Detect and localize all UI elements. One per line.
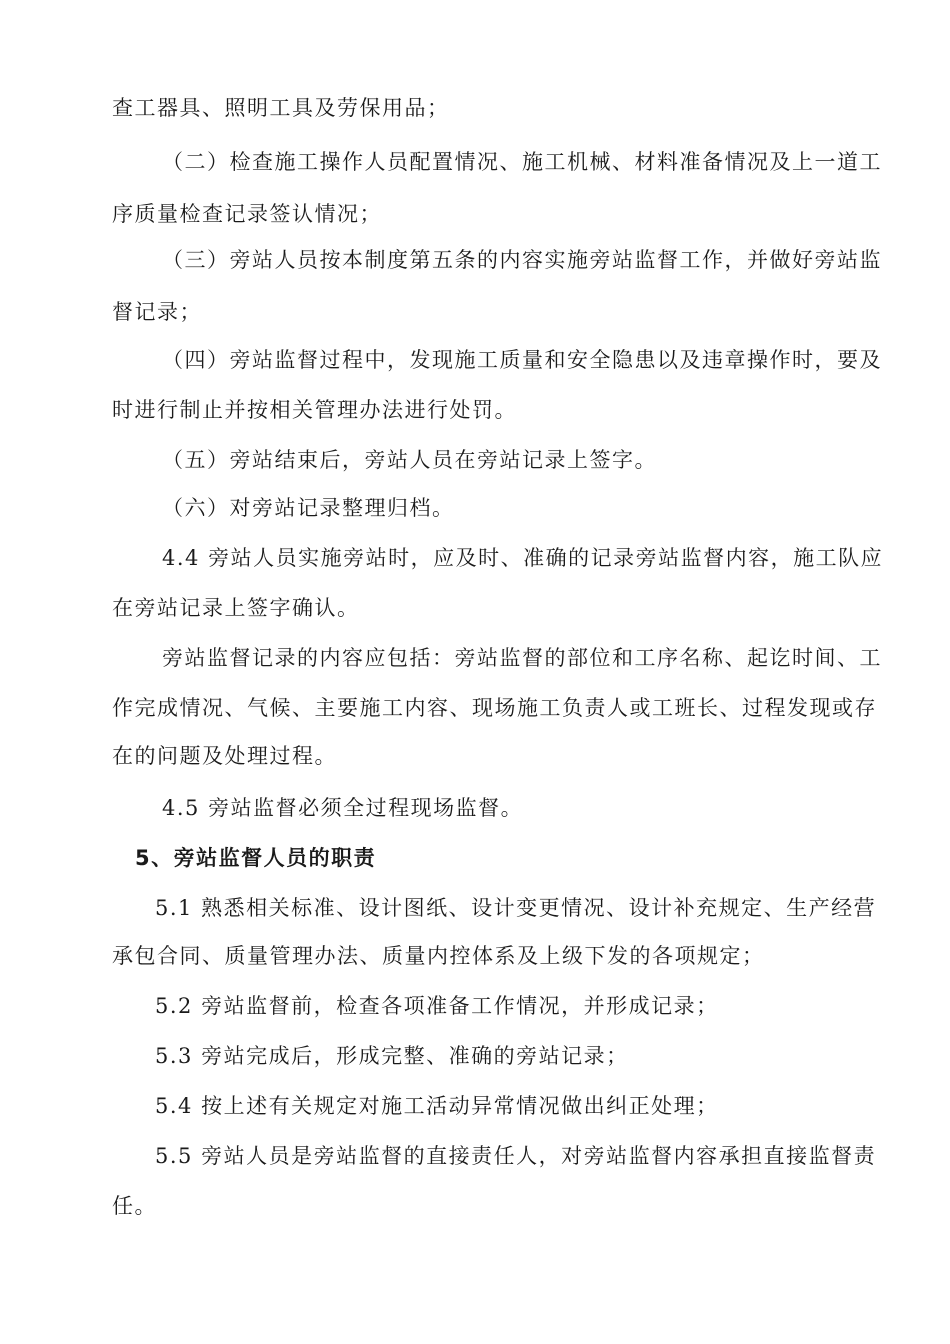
section-heading: 5、旁站监督人员的职责 — [135, 846, 377, 870]
text-line: 任。 — [112, 1194, 157, 1218]
text-line: （三）旁站人员按本制度第五条的内容实施旁站监督工作，并做好旁站监 — [162, 248, 882, 272]
text-line: （六）对旁站记录整理归档。 — [162, 496, 455, 520]
text-line: （四）旁站监督过程中，发现施工质量和安全隐患以及违章操作时，要及 — [162, 348, 882, 372]
text-line: 5.3 旁站完成后，形成完整、准确的旁站记录； — [155, 1044, 629, 1068]
text-line: 序质量检查记录签认情况； — [112, 202, 382, 226]
text-line: 4.4 旁站人员实施旁站时，应及时、准确的记录旁站监督内容，施工队应 — [162, 546, 884, 570]
text-line: 作完成情况、气候、主要施工内容、现场施工负责人或工班长、过程发现或存 — [112, 696, 877, 720]
text-line: 在旁站记录上签字确认。 — [112, 596, 360, 620]
text-line: 5.2 旁站监督前，检查各项准备工作情况，并形成记录； — [155, 994, 719, 1018]
text-line: 查工器具、照明工具及劳保用品； — [112, 96, 450, 120]
text-line: （五）旁站结束后，旁站人员在旁站记录上签字。 — [162, 448, 657, 472]
text-line: 督记录； — [112, 300, 202, 324]
text-line: 在的问题及处理过程。 — [112, 744, 337, 768]
text-line: 5.1 熟悉相关标准、设计图纸、设计变更情况、设计补充规定、生产经营 — [155, 896, 877, 920]
text-line: 旁站监督记录的内容应包括：旁站监督的部位和工序名称、起讫时间、工 — [162, 646, 882, 670]
text-line: 5.5 旁站人员是旁站监督的直接责任人，对旁站监督内容承担直接监督责 — [155, 1144, 877, 1168]
text-line: 承包合同、质量管理办法、质量内控体系及上级下发的各项规定； — [112, 944, 765, 968]
text-line: 4.5 旁站监督必须全过程现场监督。 — [162, 796, 524, 820]
text-line: 5.4 按上述有关规定对施工活动异常情况做出纠正处理； — [155, 1094, 719, 1118]
text-line: （二）检查施工操作人员配置情况、施工机械、材料准备情况及上一道工 — [162, 150, 882, 174]
text-line: 时进行制止并按相关管理办法进行处罚。 — [112, 398, 517, 422]
